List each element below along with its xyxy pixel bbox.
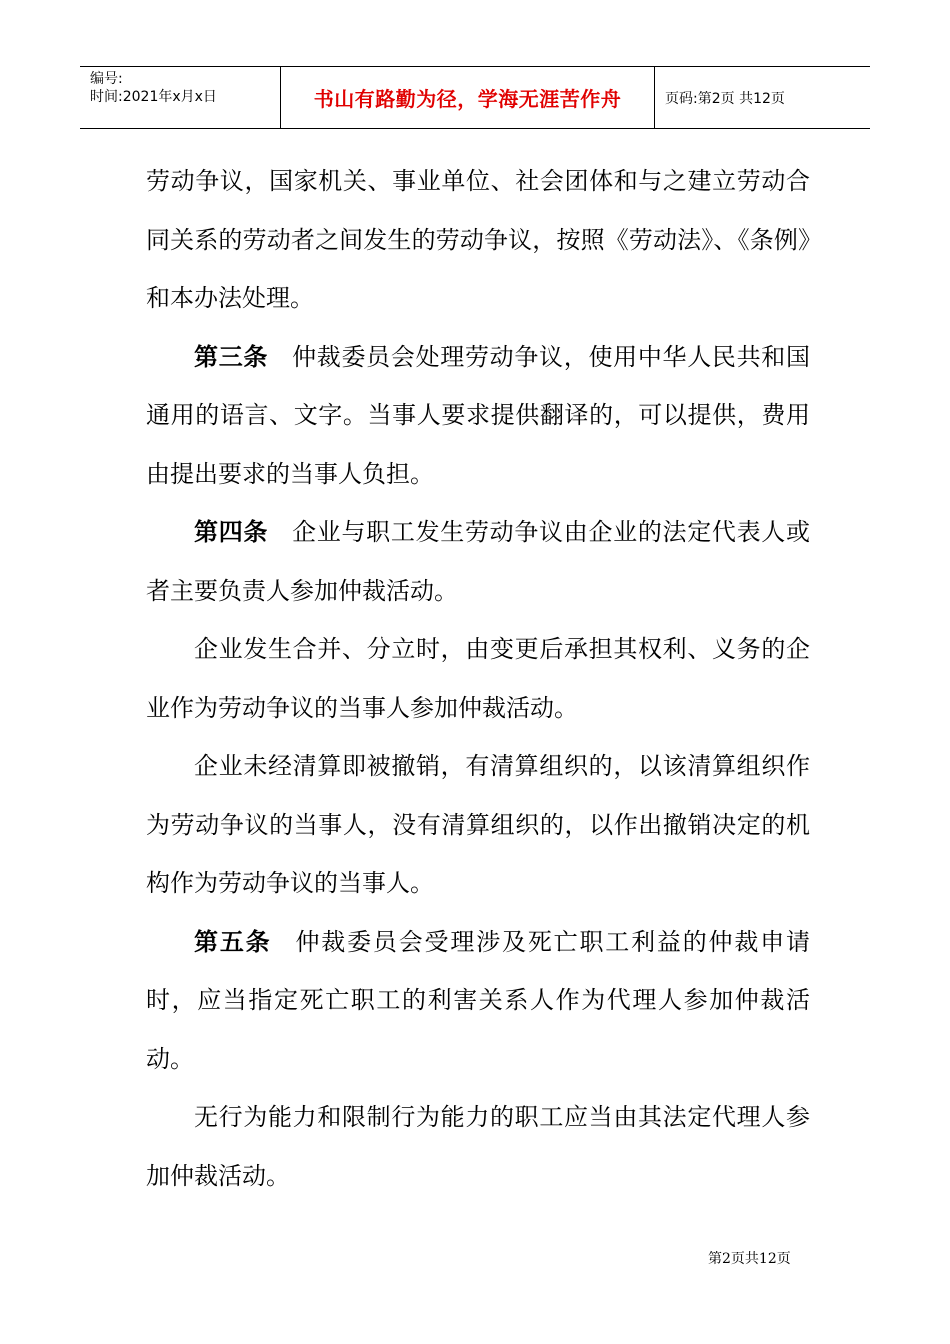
paragraph-0 (146, 152, 810, 328)
paragraph-text: 企业与职工发生劳动争议由企业的法定代表人或者主要负责人参加仲裁活动。 (146, 518, 811, 605)
paragraph-text: 企业发生合并、分立时，由变更后承担其权利、义务的企业作为劳动争议的当事人参加仲裁活动。 (146, 635, 810, 722)
article-heading: 第五条 (194, 926, 272, 956)
paragraph-text: 无行为能力和限制行为能力的职工应当由其法定代理人参加仲裁活动。 (146, 1103, 810, 1190)
article-heading: 第三条 (194, 341, 269, 371)
header-page-info: 页码:第2页 共12页 (665, 90, 785, 107)
paragraph-5 (146, 913, 810, 1089)
paragraph-text: 仲裁委员会处理劳动争议，使用中华人民共和国通用的语言、文字。当事人要求提供翻译的，可以提供，费用由提出要求的当事人负担。 (146, 342, 811, 488)
paragraph-3 (146, 620, 810, 737)
paragraph-1 (146, 328, 810, 504)
paragraph-4 (146, 737, 810, 913)
paragraph-2 (146, 503, 810, 620)
article-heading: 第四条 (194, 517, 269, 546)
page-header (80, 66, 870, 129)
paragraph-6 (146, 1088, 810, 1205)
header-meta (80, 67, 281, 128)
page-footer: 第2页共12页 (708, 1251, 791, 1267)
paragraph-text: 劳动争议，国家机关、事业单位、社会团体和与之建立劳动合同关系的劳动者之间发生的劳动争议，按照《劳动法》、《条例》和本办法处理。 (146, 167, 810, 312)
date-line: 时间:2021年x月x日 (90, 89, 217, 105)
paragraph-text: 仲裁委员会受理涉及死亡职工利益的仲裁申请时，应当指定死亡职工的利害关系人作为代理人参加仲裁活动。 (146, 927, 811, 1073)
header-motto: 书山有路勤为径，学海无涯苦作舟 (281, 67, 655, 128)
serial-number-label: 编号: (90, 71, 123, 87)
paragraph-text: 企业未经清算即被撤销，有清算组织的，以该清算组织作为劳动争议的当事人，没有清算组织的，以作出撤销决定的机构作为劳动争议的当事人。 (146, 752, 810, 897)
document-body (146, 152, 810, 1205)
